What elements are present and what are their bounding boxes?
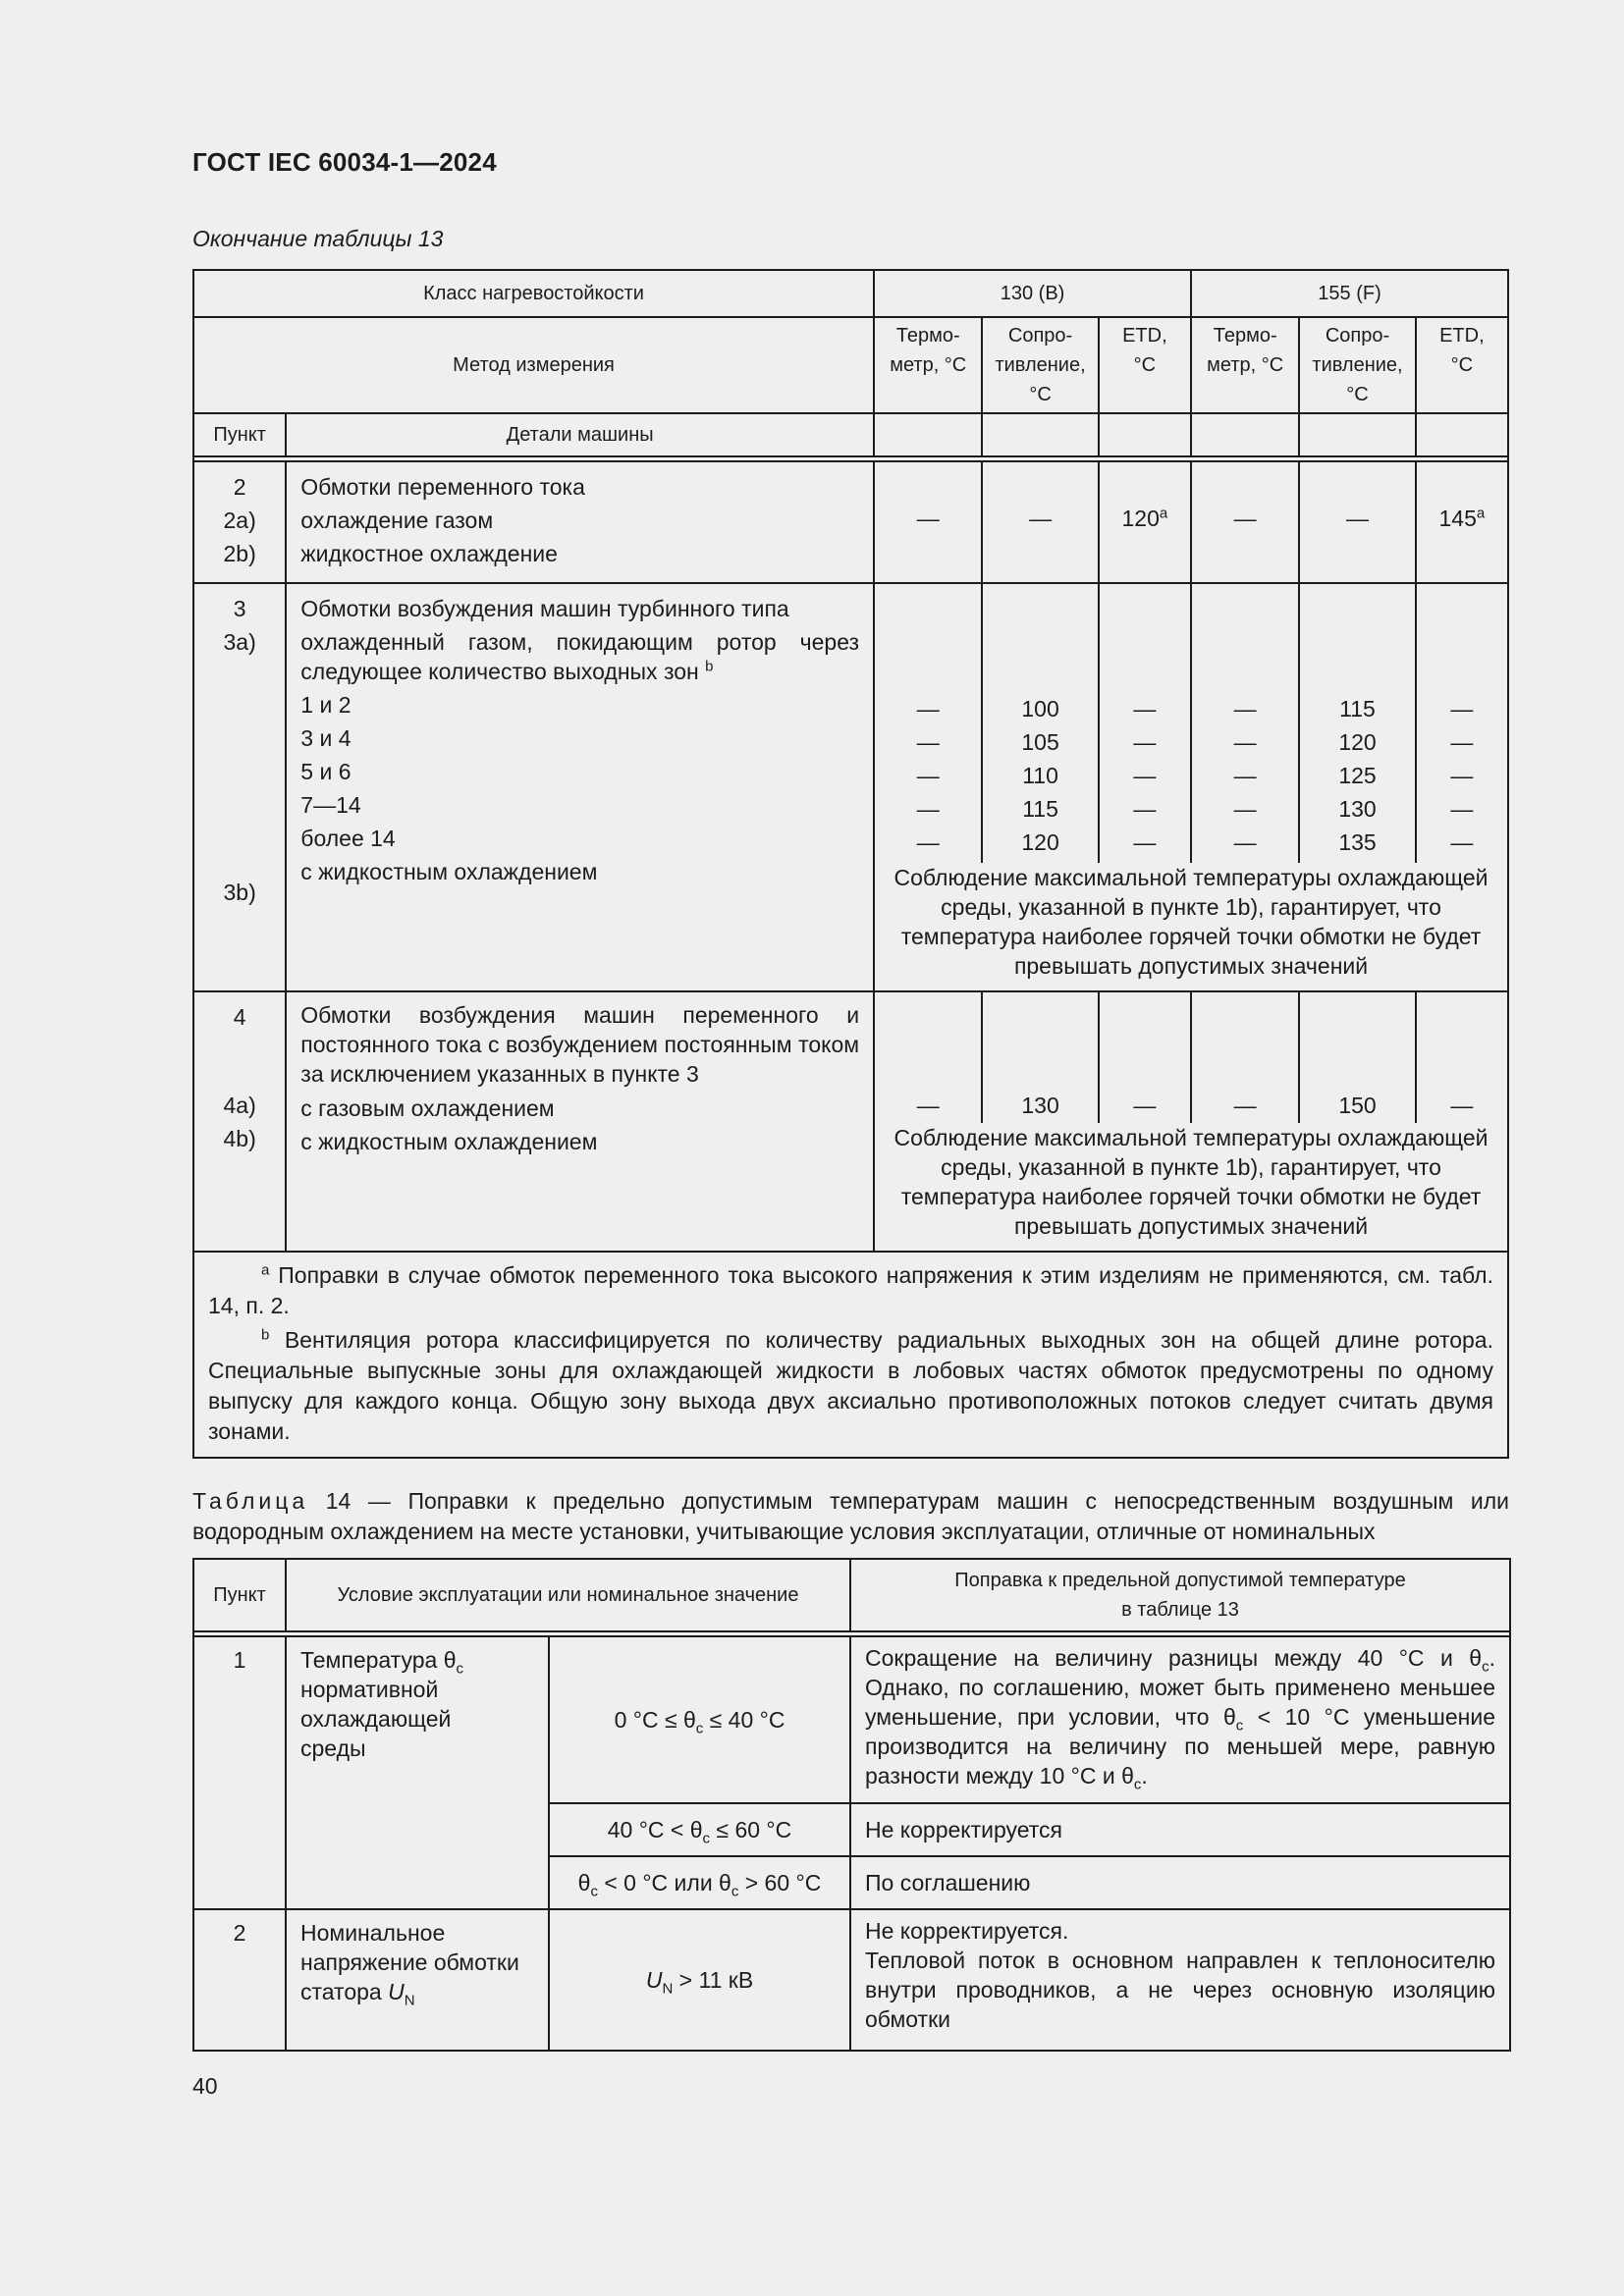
row4-note: Соблюдение максимальной температуры охлаждающей среды, указанной в пункте 1b), гарантирует, что температура наиболее горячей точки обмотки не будет превышать допустимых значений <box>874 1123 1508 1252</box>
table-continuation-label: Окончание таблицы 13 <box>192 226 444 251</box>
heat-class-label: Класс нагревостойкости <box>193 270 874 317</box>
col-thermometer-b: Термо- метр, °С <box>874 317 982 413</box>
punkt-label: Пункт <box>193 413 286 456</box>
table14-caption: Таблица 14 — Поправки к предельно допустимым температурам машин с непосредственным воздушным или водородным охлаждением на месте установки, учитывающие условия эксплуатации, отличные от номинальных <box>192 1488 1510 1544</box>
t14-row-1a: 1 Температура $\theta_c$ нормативной охлаждающей среды 0 $^\circ С \le \theta_c \le 40$ °С Сокращение на величину разницы между 40 °С и $\theta_c$. Однако, по соглашению, может быть применено меньшее уменьшение, при условии, что $\theta_c < 10$ °С уменьшение производится на величину по меньшей мере, равную разности между 10 °С и $\theta_c$. <box>193 1636 1510 1803</box>
table-14 <box>192 1558 1511 2052</box>
table13-footnotes: $^a$ Поправки в случае обмоток переменного тока высокого напряжения к этим изделиям не применяются, см. табл. 14, п. 2. $^b$ Вентиляция ротора классифицируется по количеству радиальных выходных зон на общей длине ротора. Специальные выпускные зоны для охлаждающей жидкости в лобовых частях обмоток предусмотрены по одному выпуску для каждого конца. Общую зону выхода двух аксиально противоположных потоков следует считать двумя зонами. <box>193 1252 1508 1458</box>
document-header: ГОСТ IEC 60034-1—2024 <box>192 147 497 177</box>
t14-row-1b: 40 $^\circ С < \theta_c \le 60$ °С Не корректируется <box>193 1803 1510 1856</box>
row3-note: Соблюдение максимальной температуры охлаждающей среды, указанной в пункте 1b), гарантирует, что температура наиболее горячей точки обмотки не будет превышать допустимых значений <box>874 863 1508 991</box>
col-resistance-b: Сопро- тивление, °С <box>982 317 1098 413</box>
col-etd-f: ETD, °С <box>1416 317 1508 413</box>
col-thermometer-f: Термо- метр, °С <box>1191 317 1299 413</box>
table-row-2: 2 2a) 2b) Обмотки переменного тока охлаждение газом жидкостное охлаждение — — 120$^a$ — — 145$^a$ <box>193 461 1508 583</box>
t14-col-condition: Условие эксплуатации или номинальное значение <box>286 1559 850 1631</box>
class-b-header: 130 (B) <box>874 270 1191 317</box>
details-label: Детали машины <box>286 413 874 456</box>
method-label: Метод измерения <box>193 317 874 413</box>
table-row-3: 3 3a) 3b) Обмотки возбуждения машин турбинного типа охлажденный газом, покидающим ротор через следующее количество выходных зон $^b$ 1 и 2 3 и 4 5 и 6 7—14 более 14 с жидкостным охлаждением — — — — — 100 105 110 115 120 — — — — — — — — — — 115 120 125 130 135 — — — — — <box>193 583 1508 863</box>
t14-col-correction: Поправка к предельной допустимой температуре в таблице 13 <box>850 1559 1510 1631</box>
t14-col-punkt: Пункт <box>193 1559 286 1631</box>
table-13 <box>192 269 1509 1459</box>
page-number: 40 <box>192 2073 218 2099</box>
table-row-4: 4 4a) 4b) Обмотки возбуждения машин переменного и постоянного тока с возбуждением постоянным током за исключением указанных в пункте 3 с газовым охлаждением с жидкостным охлаждением — 130 — — 150 — <box>193 991 1508 1123</box>
class-f-header: 155 (F) <box>1191 270 1508 317</box>
t14-row-2: 2 Номинальное напряжение обмотки статора $U_N$ $U_N > 11$ кВ Не корректируется. Тепловой поток в основном направлен к теплоносителю внутри проводников, а не через основную изоляцию обмотки <box>193 1909 1510 2051</box>
col-resistance-f: Сопро- тивление, °С <box>1299 317 1415 413</box>
t14-row-1c: $\theta_c < 0$ °С или $\theta_c > 60$ °С По соглашению <box>193 1856 1510 1909</box>
col-etd-b: ETD, °С <box>1099 317 1191 413</box>
